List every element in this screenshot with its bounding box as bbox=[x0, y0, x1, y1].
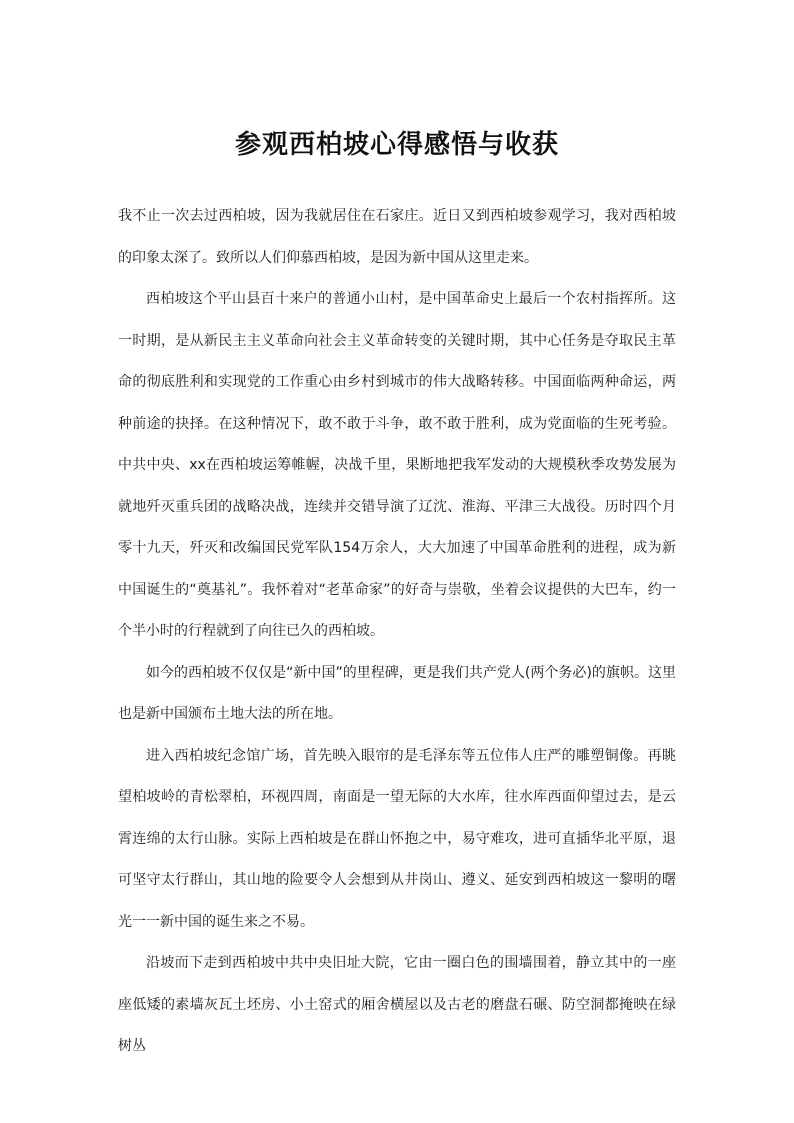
paragraph-3: 如今的西柏坡不仅仅是“新中国”的里程碑，更是我们共产党人(两个务必)的旗帜。这里也是新中国颁布土地大法的所在地。 bbox=[118, 664, 676, 722]
paragraph-2: 西柏坡这个平山县百十来户的普通小山村，是中国革命史上最后一个农村指挥所。这一时期，是从新民主主义革命向社会主义革命转变的关键时期，其中心任务是夺取民主革命的彻底胜利和实现党的工作重心由乡村到城市的伟大战略转移。中国面临两种命运，两种前途的抉择。在这种情况下，敢不敢于斗争，敢不敢于胜利，成为党面临的生死考验。中共中央、xx在西柏坡运筹帷幄，决战千里，果断地把我军发动的大规模秋季攻势发展为就地歼灭重兵团的战略决战，连续并交错导演了辽沈、淮海、平津三大战役。历时四个月零十九天，歼灭和改编国民党军队154万余人，大大加速了中国革命胜利的进程，成为新中国诞生的“奠基礼”。我怀着对“老革命家”的好奇与崇敬，坐着会议提供的大巴车，约一个半小时的行程就到了向往已久的西柏坡。 bbox=[118, 291, 676, 639]
paragraph-1: 我不止一次去过西柏坡，因为我就居住在石家庄。近日又到西柏坡参观学习，我对西柏坡的印象太深了。致所以人们仰慕西柏坡，是因为新中国从这里走来。 bbox=[118, 208, 676, 266]
document-title: 参观西柏坡心得感悟与收获 bbox=[234, 130, 559, 160]
paragraph-5: 沿坡而下走到西柏坡中共中央旧址大院，它由一圈白色的围墙围着，静立其中的一座座低矮的素墙灰瓦土坯房、小土窑式的厢舍横屋以及古老的磨盘石碾、防空洞都掩映在绿树丛 bbox=[118, 955, 676, 1054]
paragraph-4: 进入西柏坡纪念馆广场，首先映入眼帘的是毛泽东等五位伟人庄严的雕塑铜像。再眺望柏坡岭的青松翠柏，环视四周，南面是一望无际的大水库，往水库西面仰望过去，是云霄连绵的太行山脉。实际上西柏坡是在群山怀抱之中，易守难攻，进可直插华北平原，退可坚守太行群山，其山地的险要令人会想到从井岗山、遵义、延安到西柏坡这一黎明的曙光一一新中国的诞生来之不易。 bbox=[118, 747, 676, 930]
document-body bbox=[118, 196, 676, 1068]
